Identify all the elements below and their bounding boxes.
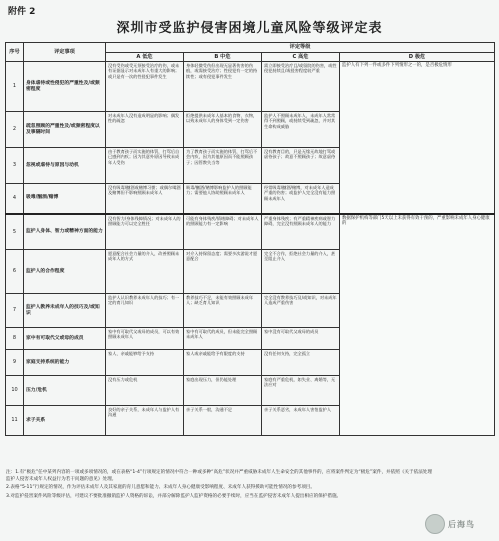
- cell-level-b: 家中有可取代的成员，但未能完全照顾未成年人: [184, 328, 262, 350]
- risk-assessment-table: [5, 42, 495, 436]
- row-number: 5: [6, 214, 24, 250]
- cell-level-a: 没有压力或危机: [106, 376, 184, 406]
- cell-level-b: 吸毒/酗酒/赌博影响监护人的照顾能力；需要他人协助照顾未成年人: [184, 184, 262, 214]
- header-level-d: D 极危: [340, 52, 495, 62]
- cell-level-c: 严重身体残疾；有严重精神疾病或智力障碍，完全没有照顾未成年人的能力: [262, 214, 340, 250]
- footnote: 2.表格“5-11”行规定的情况，作为评估未成年人及其家庭的育儿意愿和能力、未成年人身心健康受影响程度、未成年人获得援助可能性情况的参考项目。: [6, 485, 315, 491]
- header-level-c: C 高危: [262, 52, 340, 62]
- cell-level-c: 家中没有可取代父或母的成员: [262, 328, 340, 350]
- row-item: 家中有可取代父或母的成员: [24, 328, 106, 350]
- cell-level-c: 没有任何支持，完全孤立: [262, 350, 340, 376]
- watermark-logo: [425, 513, 493, 535]
- row-number: 4: [6, 184, 24, 214]
- footnotes: [6, 470, 436, 503]
- cell-level-a: 对未成年人没有造成明显的影响；偶发性的疏忽: [106, 112, 184, 148]
- row-number: 10: [6, 376, 24, 406]
- cell-level-b: 家庭出现压力，但仍能处理: [184, 376, 262, 406]
- cell-level-a: 监护人认识教养未成年人的技巧；有一定的育儿知识: [106, 294, 184, 328]
- cell-level-c: 完全不合作，拒绝社会力量的介入，甚至阻止介入: [262, 250, 340, 294]
- cell-level-b: 为了教育孩子而实施的体罚，打骂后不会内疚，因为其他原因而不能照顾孩子；因管教失当等: [184, 148, 262, 184]
- header-levels: 评定等级: [106, 43, 495, 53]
- cell-level-c: 经常吸毒/酗酒/赌博，对未成年人造成严重的伤害；或监护人完全没有能力照顾未成年人: [262, 184, 340, 214]
- cell-level-a: 愿意配合社会力量的介入，改善照顾未成年人的方式: [106, 250, 184, 294]
- cell-level-a: 家中有可取代父或母的成员，可以有效照顾未成年人: [106, 328, 184, 350]
- table-row: [6, 214, 495, 250]
- row-item: 家庭支持系统的能力: [24, 350, 106, 376]
- cell-level-a: 由于教育孩子而实施的体罚，打骂后自已感到内疚；因为其意外原因导致未成年人受伤: [106, 148, 184, 184]
- cell-level-a: 没有受伤或受无须接受治疗的伤，或未有证据显示对未成年人有重大的影响；或只是有一次的性侵犯事件发生: [106, 62, 184, 112]
- header-seq: 序号: [6, 43, 24, 62]
- row-item: 吸毒/酗酒/赌博: [24, 184, 106, 214]
- cell-level-c: 没有教育目的，只是无缘无故地打骂或虐待孩子；故意不照顾孩子；故意虐待: [262, 148, 340, 184]
- cell-level-a: 没有智力/身体残障情况；对未成年人的照顾能力可以完全胜任: [106, 214, 184, 250]
- row-item: 疏忽照顾的严重性及/或频密程度以及事隔时间: [24, 112, 106, 148]
- row-item: 压力/危机: [24, 376, 106, 406]
- cell-level-b: 可能有身体残疾/情绪障碍；对未成年人的照顾能力有一定影响: [184, 214, 262, 250]
- footnote: 3.对监护侵害案件风险等级评估，可建议不要批准撤销监护人资格的诉讼，并部分解除监护人监护资格的必要手续时，应当在监护侵害未成年人提出相应的保护措施。: [6, 493, 342, 499]
- table-row: [6, 62, 495, 112]
- header-level-b: B 中危: [184, 52, 262, 62]
- row-item: 监护人身体、智力或精神方面的能力: [24, 214, 106, 250]
- row-item: 监护人的合作程度: [24, 250, 106, 294]
- cell-level-a: 家人、亲戚能够给予支持: [106, 350, 184, 376]
- document-title: 深圳市受监护侵害困境儿童风险等级评定表: [116, 21, 383, 36]
- cell-level-a: 良好的亲子关系，未成年人与监护人有沟通: [106, 406, 184, 436]
- row-number: 9: [6, 350, 24, 376]
- cell-level-b: 教养技巧不足，未能有效照顾未成年人；缺乏育儿知识: [184, 294, 262, 328]
- row-item: 监护人教养未成年人的技巧及/或知识: [24, 294, 106, 328]
- row-number: 11: [6, 406, 24, 436]
- row-item: 身体虐待或性侵犯的严重性及/或频密程度: [24, 62, 106, 112]
- header-level-a: A 低危: [106, 52, 184, 62]
- watermark-logo-text: 后海鸟: [448, 519, 475, 529]
- row-number: 6: [6, 250, 24, 294]
- cell-level-c: 需立即接受治疗且/或留院的伤害，或性侵犯持续且/或侵害程度较严重: [262, 62, 340, 112]
- cell-level-b: 家人或亲戚能给予有限度的支持: [184, 350, 262, 376]
- annex-label: 附件 2: [8, 7, 36, 17]
- cell-level-d-notes: 数据保护机构等部门5天以上未获得有效干预的，严重影响未成年人身心健康的: [340, 214, 495, 436]
- row-number: 1: [6, 62, 24, 112]
- cell-level-c: 完全没有教养技巧及/或知识，对未成年人造成严重伤害: [262, 294, 340, 328]
- cell-level-b: 对介入持保留态度；需要多次游说才愿意配合: [184, 250, 262, 294]
- row-number: 7: [6, 294, 24, 328]
- cell-level-b: 拒绝提供未成年人基本的食物、衣物，以致未成年人的身体受到一定伤害: [184, 112, 262, 148]
- watermark-logo-icon: [425, 514, 445, 534]
- cell-level-c: 亲子关系恶劣，未成年人害怕监护人: [262, 406, 340, 436]
- cell-level-c: 家庭有严重危机，如失业、离婚等，无法应对: [262, 376, 340, 406]
- cell-level-d-notes: 监护人有下列一件或多件下列情形之一的，是否极危情形: [340, 62, 495, 214]
- header-item: 评定事项: [24, 43, 106, 62]
- cell-level-b: 亲子关系一般，沟通不足: [184, 406, 262, 436]
- row-number: 8: [6, 328, 24, 350]
- row-item: 忽视或虐待与原因与动机: [24, 148, 106, 184]
- cell-level-c: 监护人不照顾未成年人，未成年人常常得不到照顾，或持续受到疏忽，并对其生命构成威胁: [262, 112, 340, 148]
- row-number: 3: [6, 148, 24, 184]
- cell-level-b: 身体轻微受伤但出现无显著伤害的伤痕，或需接受治疗；性侵犯有一定的持续性；或有侵犯事件发生: [184, 62, 262, 112]
- cell-level-a: 没有吸毒/酗酒或赌博习惯；或偶尔喝酒及赌博但不影响照顾未成年人: [106, 184, 184, 214]
- row-item: 求子关系: [24, 406, 106, 436]
- row-number: 2: [6, 112, 24, 148]
- footnote: 注：1.有“极危”任中某列内容的一项或多项情况的，或在表格“1-4”行项规定的情况中符合一种或多种“高危”状况并严重威胁未成年人生命安全的其他事件的，应将案件判定为“极危”案件，并依照《关于依法处理监护人侵害未成年人权益行为若干问题的意见》处理。: [6, 470, 432, 482]
